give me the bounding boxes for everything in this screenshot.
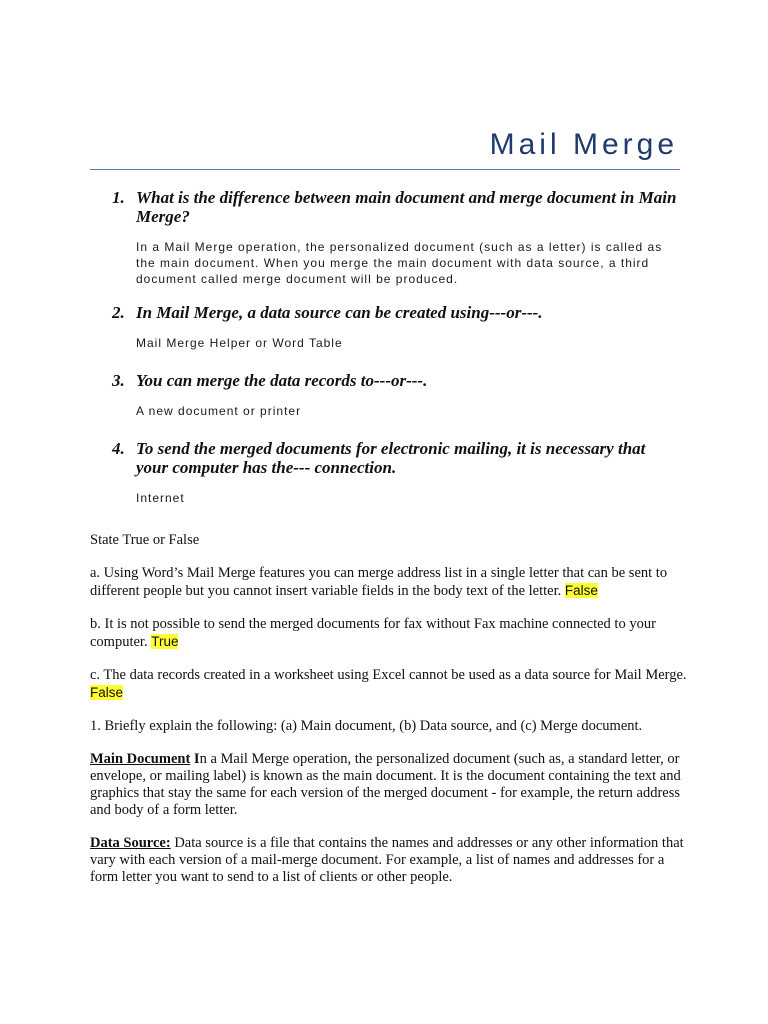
- question-number: 2.: [112, 303, 125, 322]
- question-list: [112, 188, 677, 506]
- true-false-statement: c. The data records created in a worksheet using Excel cannot be used as a data source for Mail Merge.: [90, 667, 687, 683]
- question-number: 4.: [112, 439, 125, 458]
- question-text: You can merge the data records to---or---.: [136, 371, 428, 390]
- question-text: To send the merged documents for electronic mailing, it is necessary that your computer has the--- connection.: [136, 439, 646, 477]
- main-document-dropcap: I: [193, 751, 200, 767]
- question-answer: Internet: [136, 491, 185, 505]
- main-document-definition: [90, 751, 690, 819]
- body-section: [90, 532, 690, 902]
- true-false-item: [90, 667, 690, 702]
- question-item: [112, 439, 677, 506]
- data-source-text: Data source is a file that contains the names and addresses or any other information that vary with each version of a mail-merge document. For example, a list of names and addresses for a form letter you want to send to a list of clients or other people.: [90, 835, 684, 885]
- question-item: [112, 303, 677, 351]
- question-number: 1.: [112, 188, 125, 207]
- true-false-answer: True: [151, 634, 179, 649]
- true-false-item: [90, 616, 690, 651]
- main-document-term: Main Document: [90, 751, 191, 767]
- question-answer: In a Mail Merge operation, the personalized document (such as a letter) is called as the main document. When you merge the main document with data source, a third document called merge document will be produced.: [136, 240, 663, 286]
- question-text: In Mail Merge, a data source can be created using---or---.: [136, 303, 543, 322]
- question-item: [112, 188, 677, 287]
- data-source-term: Data Source:: [90, 835, 171, 851]
- true-false-heading: State True or False: [90, 532, 200, 548]
- question-item: [112, 371, 677, 419]
- true-false-statement: a. Using Word’s Mail Merge features you can merge address list in a single letter that can be sent to different people but you cannot insert variable fields in the body text of the letter.: [90, 565, 668, 599]
- true-false-answer: False: [90, 685, 124, 700]
- question-number: 3.: [112, 371, 125, 390]
- true-false-item: [90, 565, 690, 600]
- page-title: Mail Merge: [489, 128, 678, 161]
- main-document-text: n a Mail Merge operation, the personalized document (such as, a standard letter, or envelope, or mailing label) is known as the main document. It is the document containing the text and graphics that stay the same for each version of the merged document - for example, the return address and body of a form letter.: [90, 751, 681, 818]
- true-false-answer: False: [564, 583, 598, 598]
- explain-prompt: 1. Briefly explain the following: (a) Main document, (b) Data source, and (c) Merge document.: [90, 718, 643, 734]
- true-false-statement: b. It is not possible to send the merged documents for fax without Fax machine connected to your computer.: [90, 616, 656, 650]
- question-text: What is the difference between main document and merge document in Main Merge?: [136, 188, 677, 226]
- data-source-definition: [90, 835, 690, 886]
- title-underline-rule: [90, 169, 680, 170]
- question-answer: A new document or printer: [136, 404, 302, 418]
- question-answer: Mail Merge Helper or Word Table: [136, 336, 343, 350]
